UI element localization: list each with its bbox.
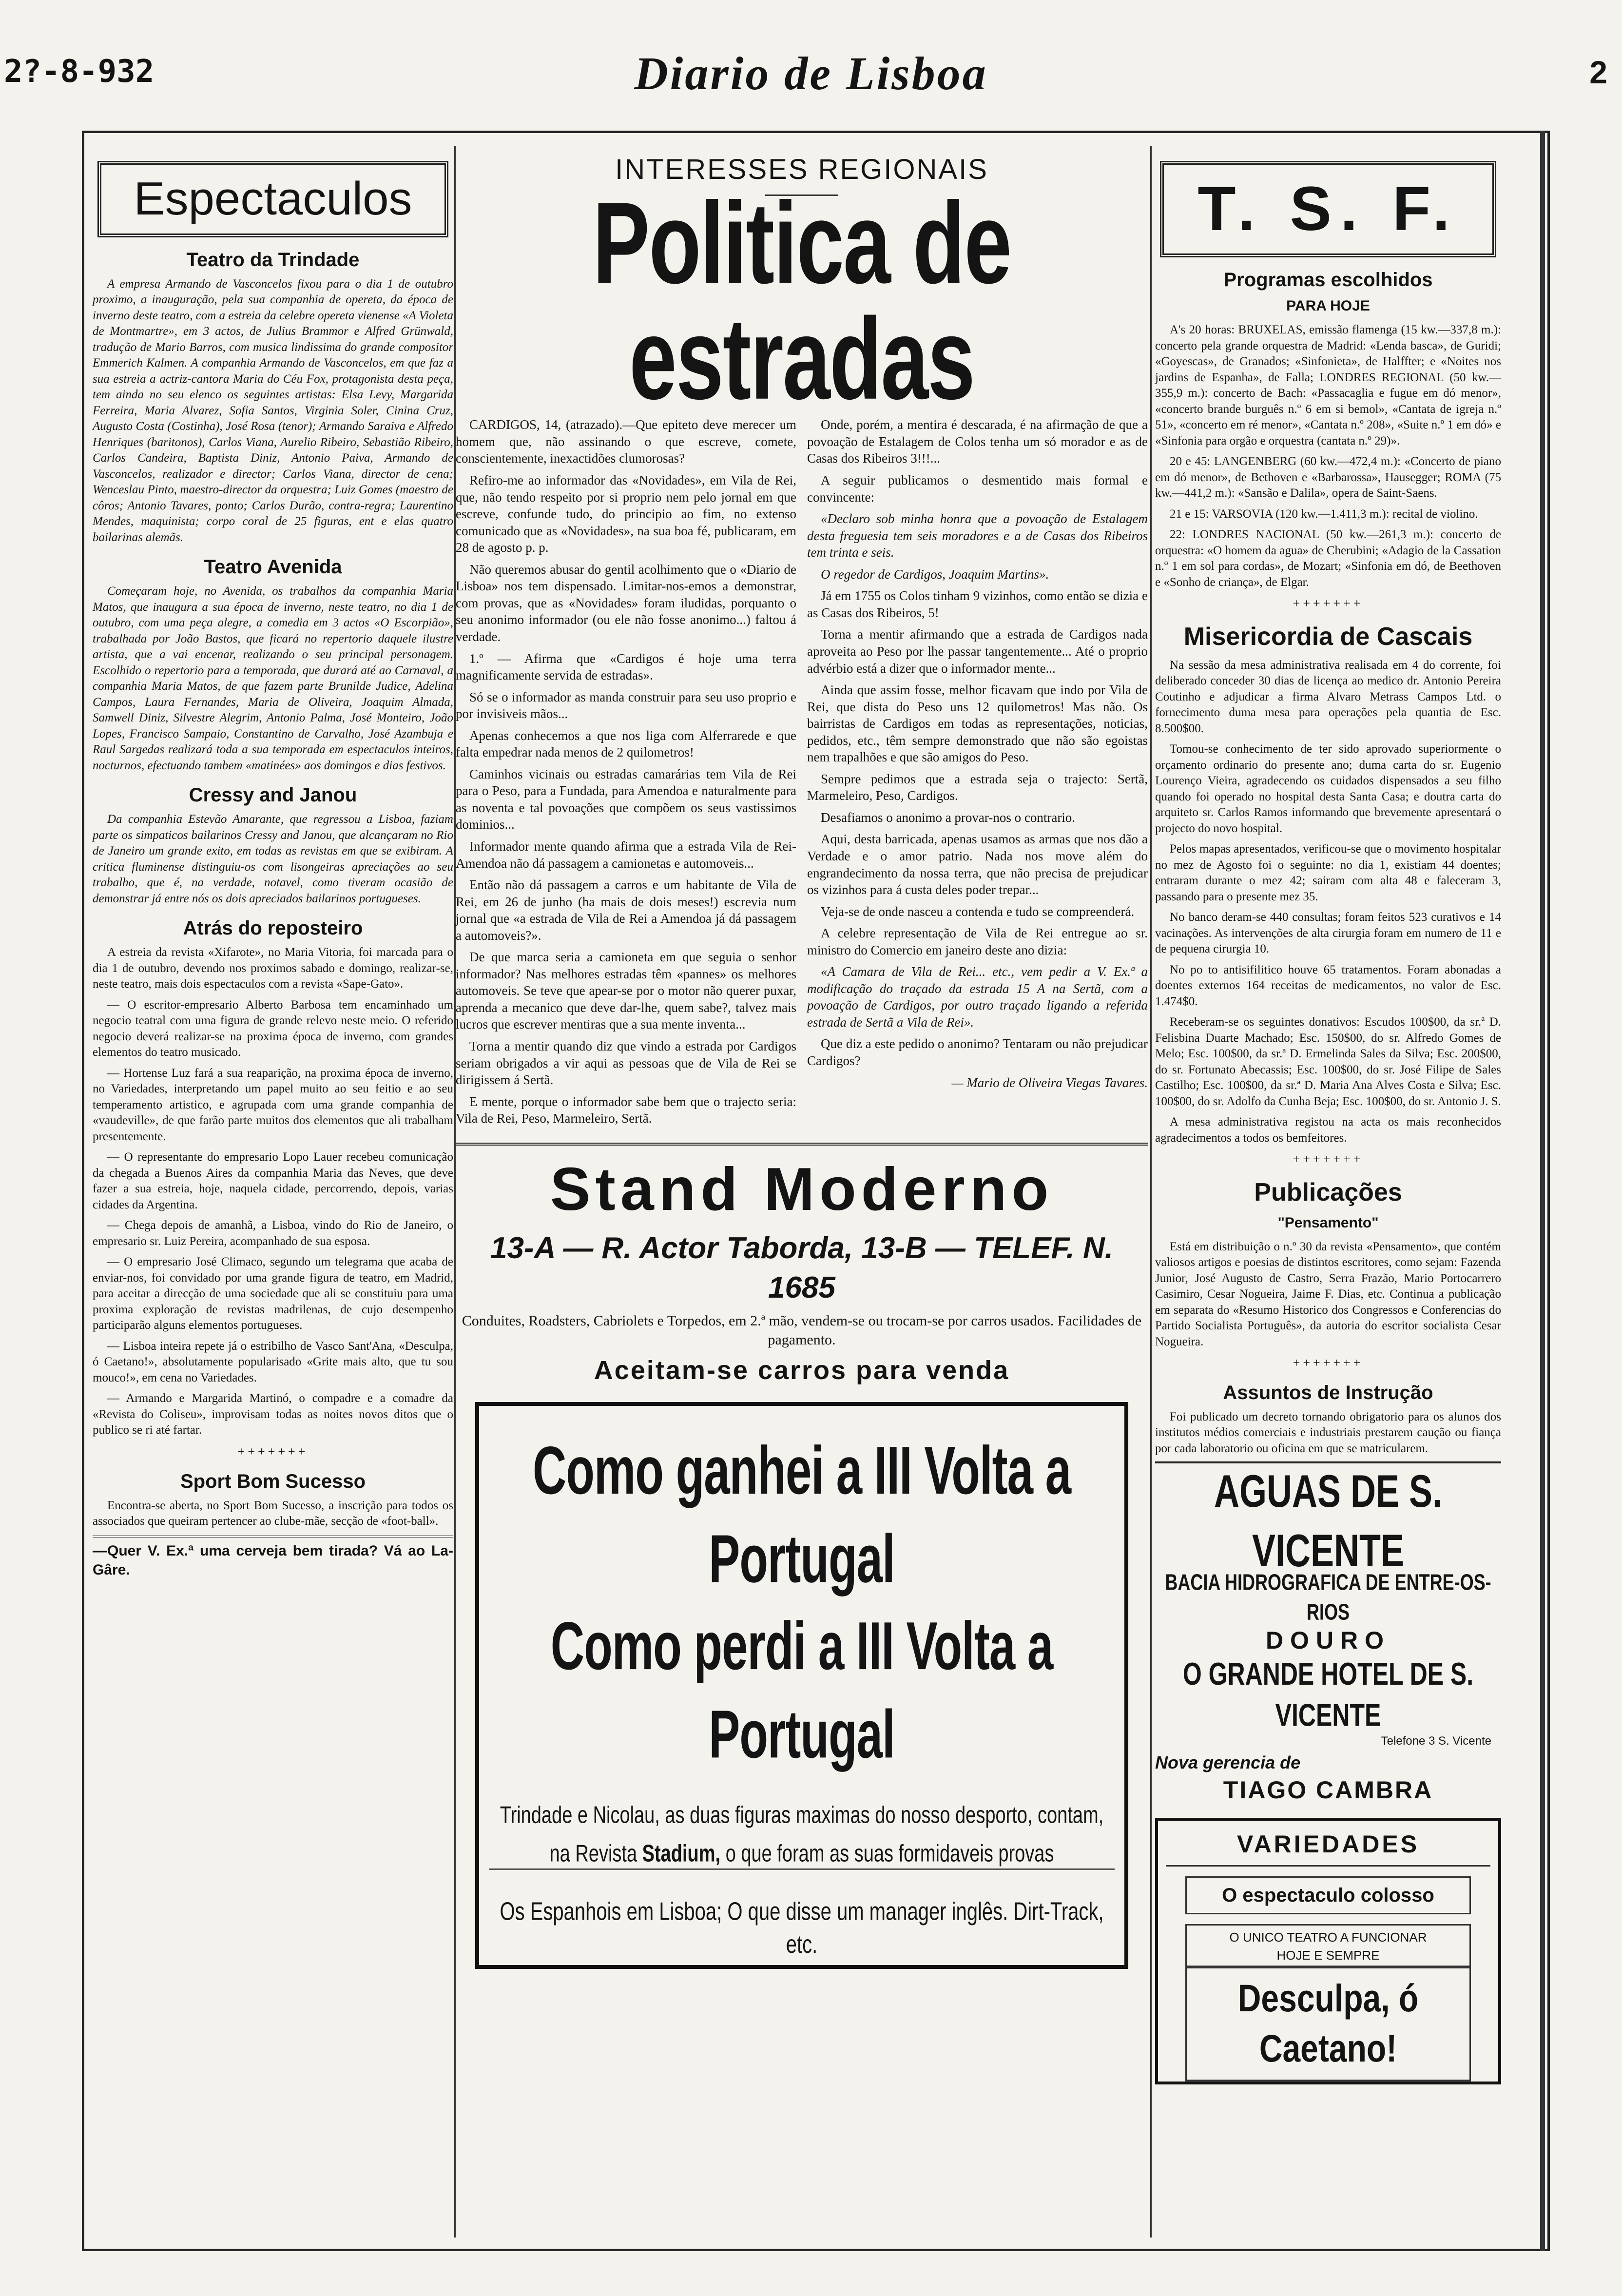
article-quote: «Declaro sob minha honra que a povoação de Estalagem desta freguesia tem seis moradores e a de Casas dos Ribeiros tem trinta e seis. [807,511,1148,560]
variedades-unico [1185,1924,1471,1968]
volta-description [489,1796,1115,1873]
stadium-ad [475,1402,1128,1969]
left-column [93,141,453,1579]
trindade-article: A empresa Armando de Vasconcelos fixou para o dia 1 de outubro proximo, a inauguração, pela sua companhia de opereta, da época de inverno deste teatro, com a estreia da celebre opereta vienense «A Violeta de Montmartre», em 3 actos, de Julius Brammor e Alfred Grünwald, tradução de Mario Barros, com musica lindissima do grande compositor Emmerich Kalmen. A companhia Armando de Vasconcelos, em que faz a sua estreia a actriz-cantora Maria do Céu Fox, protagonista desta peça, tem ainda no seu elenco os seguintes artistas: Elsa Levy, Margarida Ferreira, Maria Alvarez, Sofia Santos, Virginia Soler, Cinina Cruz, Augusto Costa (Costinha), José Rosa (tenor); Armando Saraiva e Alfredo Henriques (baritonos), Carlos Viana, Aurelio Ribeiro, Sebastião Ribeiro, Carlos Candeira, Baptista Diniz, Antonio Paiva, Armando de Vasconcelos, realizador e director; Carlos Viana, director de cena; Wenceslau Pinto, maestro-director da orquestra; Luiz Gomes (maestro de côros; Antonio Tavares, ponto; Carlos Durão, contra-regra; Laurentino Mendes, maquinista; corpo coral de 25 figuras, ent e elas quatro bailarinas alemãs. [93,277,453,544]
variedades-title: VARIEDADES [1166,1829,1490,1867]
aguas-douro: DOURO [1265,1627,1391,1654]
article-paragraph: Caminhos vicinais ou estradas camarárias tem Vila de Rei para o Peso, para a Fundada, para Amendoa e naturalmente para as noventa e tal povoações que compõem os seus vastissimos dominios... [456,766,796,832]
stadium-name: Stadium, [642,1840,721,1868]
article-paragraph: Sempre pedimos que a estrada seja o trajecto: Sertã, Marmeleiro, Peso, Cardigos. [807,771,1148,803]
stand-moderno-ad [456,1143,1148,1388]
article-paragraph: Que diz a este pedido o anonimo? Tentaram ou não prejudicar Cardigos? [807,1036,1148,1068]
article-paragraph: Desafiamos o anonimo a provar-nos o contrario. [821,810,1076,825]
publicacoes-heading: Publicações [1254,1178,1402,1207]
article-signature: — Mario de Oliveira Viegas Tavares. [951,1075,1148,1090]
misericordia-paragraph: A mesa administrativa registou na acta os mais reconhecidos agradecimentos a todos os bemfeitores. [1155,1115,1501,1145]
ornament-divider: +++++++ [1293,1152,1364,1167]
misericordia-paragraph: Receberam-se os seguintes donativos: Escudos 100$00, da sr.ª D. Felisbina Duarte Machado; Esc. 150$00, do sr. Alfredo Gomes de Melo; Esc. 100$00, da sr.ª D. Ermelinda Sales da Silva; Esc. 200$00, do sr. Fortunato Abecassis; Esc. 100$00, do sr. José Filipe de Sales Castilho; Esc. 100$00, da sr.ª D. Maria Ana Alves Costa e Silva; Esc. 100$00, do sr. Adolfo da Cunha Beja; Esc. 100$00, do sr. Antonio J. S. [1155,1015,1501,1108]
ornament-divider: +++++++ [237,1444,309,1459]
article-paragraph: Torna a mentir afirmando que a estrada de Cardigos nada aproveita ao Peso por lhe passar tangentemente... Até o proprio advérbio está a dizer que o informador mente... [807,627,1148,676]
reposteiro-paragraph: — O representante do empresario Lopo Lauer recebeu comunicação da chegada a Buenos Aires da companhia Maria das Neves, que deve fazer a sua estreia, hoje, naquela cidade, percorrendo, depois, varias cidades da Argentina. [93,1150,453,1211]
cressy-article: Da companhia Estevão Amarante, que regressou a Lisboa, faziam parte os simpaticos bailarinos Cressy and Janou, que alcançaram no Rio de Janeiro um grande exito, em todas as revistas em que se exibiram. A critica fluminense distinguiu-os com lisongeiras apreciações ao seu trabalho, que é, na verdade, notavel, como tiveram ocasião de demonstrar já entre nós os dois apreciados bailarinos portugueses. [93,813,453,905]
cerveja-ad: —Quer V. Ex.ª uma cerveja bem tirada? Vá ao La-Gâre. [93,1536,453,1579]
misericordia-paragraph: No banco deram-se 440 consultas; foram feitos 523 curativos e 14 vacinações. As intervenções de alta cirurgia foram em numero de 11 e de pequena cirurgia 10. [1155,911,1501,956]
sport-article: Encontra-se aberta, no Sport Bom Sucesso, a inscrição para todos os associados que queiram pertencer ao clube-mãe, secção de «foot-ball». [93,1498,453,1528]
cressy-heading: Cressy and Janou [189,784,357,806]
article-paragraph: Então não dá passagem a carros e um habitante de Vila de Rei, em 26 de junho (ha mais de dois meses!) escrevia num jornal que «a estrada de Vila de Rei a Amendoa já dá passagem a automoveis?». [456,877,796,943]
stand-accept: Aceitam-se carros para venda [594,1356,1010,1385]
aguas-title: AGUAS DE S. VICENTE [1214,1466,1443,1576]
instrucao-article: Foi publicado um decreto tornando obrigatorio para os alunos dos institutos médios comerciais e industriais prestarem caução ou fiança por cada laboratorio ou oficina em que se matricularem. [1155,1410,1501,1455]
sport-heading: Sport Bom Sucesso [180,1470,366,1492]
programs-subheading: PARA HOJE [1286,298,1370,314]
pensamento-title: "Pensamento" [1277,1214,1379,1231]
programs-heading: Programas escolhidos [1223,269,1433,291]
misericordia-paragraph: No po to antisifilitico houve 65 tratamentos. Foram abonadas a doentes externos 164 receitas de medicamentos, no valor de Esc. 1.474$0. [1155,963,1501,1008]
reposteiro-paragraph: — O empresario José Climaco, segundo um telegrama que acaba de enviar-nos, foi convidado por uma grande figura de teatro, em Madrid, para aceitar a direcção de uma sociedade que ali se constituiu para uma proxima exploração de revistas madrilenas, de cujo desempenho participarão alguns elementos portugueses. [93,1255,453,1332]
article-quote: «A Camara de Vila de Rei... etc., vem pedir a V. Ex.ª a modificação do traçado da estrada 15 A na Sertã, com a povoação de Cardigos, por outro traçado ligando a referida estrada de Sertã a Vila de Rei». [807,964,1148,1030]
middle-column [456,141,1148,1969]
article-quote: O regedor de Cardigos, Joaquim Martins». [821,566,1049,582]
issue-date: 2?-8-932 [4,54,154,90]
masthead [0,0,1622,122]
program-entry: A's 20 horas: BRUXELAS, emissão flamenga (15 kw.—337,8 m.): concerto pela grande orquestra de Madrid: «Lenda basca», de Guridi; «Goyescas», de Granados; «Sinfonieta», de Halffter; e «Noites nos jardins de Espanha», de Falla; LONDRES REGIONAL (50 kw.—355,9 m.): concerto de Bach: «Passacaglia e fugue em dó menor», «concerto brande burguês n.º 6 em si bemol», «Cantata de igreja n.º 51», «concerto em ré menor», «Cantata n.º 208», «Suite n.º 1 em dó» e «Sinfonia para orgão e orquestra (cantata n.º 29)». [1155,323,1501,448]
reposteiro-paragraph: A estreia da revista «Xifarote», no Maria Vitoria, foi marcada para o dia 1 de outubro, devendo nos proximos sabado e domingo, realizar-se, neste teatro, mais dois espectaculos com a revista «Sape-Gato». [93,946,453,991]
instrucao-heading: Assuntos de Instrução [1223,1381,1433,1403]
volta-desc-a: Trindade e Nicolau, as duas figuras maximas do nosso desporto, contam, na Revista [500,1802,1104,1868]
ornament-divider: +++++++ [1293,1356,1364,1370]
stand-address: 13-A — R. Actor Taborda, 13-B — TELEF. N. 1685 [490,1231,1114,1304]
avenida-article: Começaram hoje, no Avenida, os trabalhos da companhia Maria Matos, que inaugura a sua época de inverno, neste teatro, no dia 1 de outubro, com uma peça alegre, a comedia em 3 actos «O Escorpião», trabalhada por João Bastos, que ficará no repertorio daquele ilustre artista, que a vai encenar, realizando o seu principal personagem. Escolhido o repertorio para a temporada, que durará até ao Carnaval, a companhia Maria Matos, de que fazem parte Brunilde Judice, Adelina Campos, Laura Fernandes, Maria de Oliveira, Joaquim Almada, Samwell Diniz, Silvestre Alegrim, Antonio Palma, José Monteiro, João Lopes, Francisco Sampaio, Constantino de Carvalho, José Azambuja e Raul Sargedas realizará toda a sua temporada em espectaculos inteiros, nocturnos, efectuando tambem «matinées» aos domingos e dias festivos. [93,584,453,772]
misericordia-paragraph: Tomou-se conhecimento de ter sido aprovado superiormente o orçamento ordinario do presente ano; duma carta do sr. Eugenio Lourenço Vieira, agradecendo os cuidados dispensados a seu filho quando foi operado no hospital desta Santa Casa; e doutra carta do arquiteto sr. Carlos Ramos informando que brevemente apresentará o projecto do novo hospital. [1155,742,1501,835]
reposteiro-heading: Atrás do reposteiro [183,917,363,939]
variedades-espectaculo: O espectaculo colosso [1185,1876,1471,1914]
ornament-divider: +++++++ [1293,596,1364,611]
stand-name: Stand Moderno [550,1155,1054,1223]
variedades-unico-2: HOJE E SEMPRE [1276,1947,1380,1963]
program-entry: 20 e 45: LANGENBERG (60 kw.—472,4 m.): «Concerto de piano em dó menor», de Bethoven e «Barbarossa», Hausegger; ROMA (75 kw.—441,2 m.): «Sansão e Dalila», opera de Saint-Saens. [1155,455,1501,500]
aguas-bacia: BACIA HIDROGRAFICA DE ENTRE-OS-RIOS [1165,1569,1491,1625]
article-paragraph: Ainda que assim fosse, melhor ficavam que indo por Vila de Rei, que dista do Peso uns 12 quilometros! Mas não. Os bairristas de Cardigos em todas as representações, noticias, pedidos, etc., têm sempre demonstrado que não são egoistas nem trapalhões e que são amigos do Peso. [807,682,1148,765]
volta-won: Como ganhei a III Volta a Portugal [532,1433,1071,1597]
article-paragraph: Onde, porém, a mentira é descarada, é na afirmação de que a povoação de Estalagem de Colos tenha um só morador e as de Casas dos Ribeiros 3!!!... [807,417,1148,466]
program-entry: 22: LONDRES NACIONAL (50 kw.—261,3 m.): concerto de orquestra: «O homem da agua» de Cherubini; «Adagio de la Cassation n.º 1 em sol para cordas», de Mozart; «Sinfonia em dó, de Beethoven e «Sonho de criança», de Elgar. [1155,528,1501,589]
aguas-nova: Nova gerencia de [1155,1752,1301,1773]
article-paragraph: Aqui, desta barricada, apenas usamos as armas que nos dão a Verdade e o amor patrio. Nada nos move além do engrandecimento da nossa terra, que não precisa de prejudicar os vizinhos para á custa deles poder trepar... [807,832,1148,897]
article-col-1 [456,416,796,1131]
aguas-hotel: O GRANDE HOTEL DE S. VICENTE [1182,1656,1474,1733]
right-column [1155,141,1501,2084]
article-paragraph: Apenas conhecemos a que nos liga com Alferrarede e que falta empedrar nada menos de 2 quilometros! [456,728,796,760]
volta-lost: Como perdi a III Volta a Portugal [550,1608,1053,1772]
reposteiro-paragraph: — O escritor-empresario Alberto Barbosa tem encaminhado um negocio teatral com uma figura de grande relevo neste meio. O referido negocio deverá realizar-se na proxima época de inverno, com grandes elementos do teatro musicado. [93,998,453,1059]
misericordia-paragraph: Na sessão da mesa administrativa realisada em 4 do corrente, foi deliberado conceder 30 dias de licença ao medico dr. Antonio Pereira Coutinho e adjudicar a firma Alvaro Metrass Campos Ltd. o fornecimento duma mesa para operações pela quantia de Esc. 8.500$00. [1155,658,1501,735]
reposteiro-paragraph: — Armando e Margarida Martinó, o compadre e a comadre da «Revista do Coliseu», improvisam todas as noites novos ditos que o publico se ri até fartar. [93,1392,453,1437]
volta-desc-c: o que foram as suas formidaveis provas [725,1840,1054,1868]
article-body [456,416,1148,1131]
aguas-gerente: TIAGO CAMBRA [1223,1776,1433,1804]
page-number: 2 [1589,54,1607,90]
misericordia-heading: Misericordia de Cascais [1183,623,1473,651]
espectaculos-header: Espectaculos [97,161,448,237]
aguas-ad [1155,1461,1501,1806]
article-paragraph: De que marca seria a camioneta em que seguia o senhor informador? Nas melhores estradas têm «pannes» os melhores automoveis. Se teve que apear-se por o motor não querer puxar, aprenda a mecanico que deve dar-lhe, quem sabe?, talvez mais lucros que escrever mentiras que a sua mente inventa... [456,950,796,1032]
tsf-header: T. S. F. [1160,161,1496,257]
avenida-heading: Teatro Avenida [204,556,342,578]
article-paragraph: Refiro-me ao informador das «Novidades», em Vila de Rei, que, não tendo respeito por si proprio nem pelo jornal em que escreve, confunde tudo, do principio ao fim, no extenso comunicado que as «Novidades», na sua boa fé, publicaram, em 28 de agosto p. p. [456,473,796,555]
article-paragraph: A celebre representação de Vila de Rei entregue ao sr. ministro do Comercio em janeiro deste ano dizia: [807,926,1148,957]
reposteiro-paragraph: — Chega depois de amanhã, a Lisboa, vindo do Rio de Janeiro, o empresario sr. Luiz Pereira, acompanhado de sua esposa. [93,1219,453,1248]
column-rule [1150,146,1152,2238]
reposteiro-paragraph: — Hortense Luz fará a sua reaparição, na proxima época de inverno, no Variedades, interpretando um papel muito ao seu feitio e ao seu temperamento artistico, e agrupada com uma grande companhia de «vaudeville», de que farão parte muitos dos elementos que ali trabalham presentemente. [93,1066,453,1143]
variedades-desculpa: Desculpa, ó Caetano! [1185,1965,1471,2081]
article-col-2 [807,416,1148,1131]
article-paragraph: Veja-se de onde nasceu a contenda e tudo se compreenderá. [821,904,1135,919]
article-paragraph: A seguir publicamos o desmentido mais formal e convincente: [807,473,1148,505]
trindade-heading: Teatro da Trindade [186,249,360,271]
aguas-telefone: Telefone 3 S. Vicente [1381,1734,1491,1748]
stand-description: Conduites, Roadsters, Cabriolets e Torpedos, em 2.ª mão, vendem-se ou trocam-se por carros usados. Facilidades de pagamento. [462,1313,1142,1348]
article-paragraph: Torna a mentir quando diz que vindo a estrada por Cardigos seriam obrigados a vir aqui as pessoas que de Vila de Rei se dirigissem á Sertã. [456,1038,796,1088]
pensamento-article: Está em distribuição o n.º 30 da revista «Pensamento», que contém valiosos artigos e poesias de distintos escritores, como sejam: Fazenda Junior, José Augusto de Castro, Serra Frazão, Mario Portocarrero Casimiro, Cesar Nogueira, Jaime F. Dias, etc. Continua a publicação em separata do «Resumo Historico dos Congressos e Conferencias do Partido Socialista Português», da autoria do escritor socialista Cesar Nogueira. [1155,1240,1501,1348]
page-edge [1540,131,1545,2251]
article-paragraph: E mente, porque o informador sabe bem que o trajecto seria: Vila de Rei, Peso, Marmeleiro, Sertã. [456,1094,796,1126]
section-kicker: INTERESSES REGIONAIS [615,154,988,185]
article-paragraph: Já em 1755 os Colos tinham 9 vizinhos, como então se dizia e as Casas dos Ribeiros, 5! [807,588,1148,620]
program-entry: 21 e 15: VARSOVIA (120 kw.—1.411,3 m.): recital de violino. [1170,507,1478,521]
article-paragraph: Não queremos abusar do gentil acolhimento que o «Diario de Lisboa» nos tem dispensado. Limitar-nos-emos a demonstrar, com provas, que as «Novidades» foram iludidas, porquanto o seu anonimo informador (ou ele não fosse anonimo...) faltou á verdade. [456,562,796,644]
article-paragraph: Só se o informador as manda construir para seu uso proprio e por invisiveis mãos... [456,689,796,721]
article-paragraph: Informador mente quando afirma que a estrada Vila de Rei-Amendoa não dá passagem a camionetas e automoveis... [456,838,796,871]
variedades-ad [1155,1818,1501,2084]
reposteiro-paragraph: — Lisboa inteira repete já o estribilho de Vasco Sant'Ana, «Desculpa, ó Caetano!», absolutamente popularisado «Grite mais alto, que tu sou mouco!», em cena no Variedades. [93,1339,453,1384]
article-headline: Politica de estradas [592,179,1011,424]
article-paragraph: 1.º — Afirma que «Cardigos é hoje uma terra magnificamente servida de estradas». [456,651,796,683]
volta-summary: Os Espanhois em Lisboa; O que disse um manager inglês. Dirt-Track, etc. [489,1868,1115,1961]
article-paragraph: CARDIGOS, 14, (atrazado).—Que epiteto deve merecer um homem que, não assinando o que escreve, comete, conscientemente, inexactidões clumorosas? [456,417,796,466]
misericordia-paragraph: Pelos mapas apresentados, verificou-se que o movimento hospitalar no mez de Agosto foi o seguinte: no dia 1, existiam 44 doentes; entraram durante o mez 42; sairam com alta 48 e faleceram 3, passando para o presente mez 35. [1155,842,1501,903]
variedades-unico-1: O UNICO TEATRO A FUNCIONAR [1229,1930,1427,1945]
newspaper-title: Diario de Lisboa [634,47,988,99]
